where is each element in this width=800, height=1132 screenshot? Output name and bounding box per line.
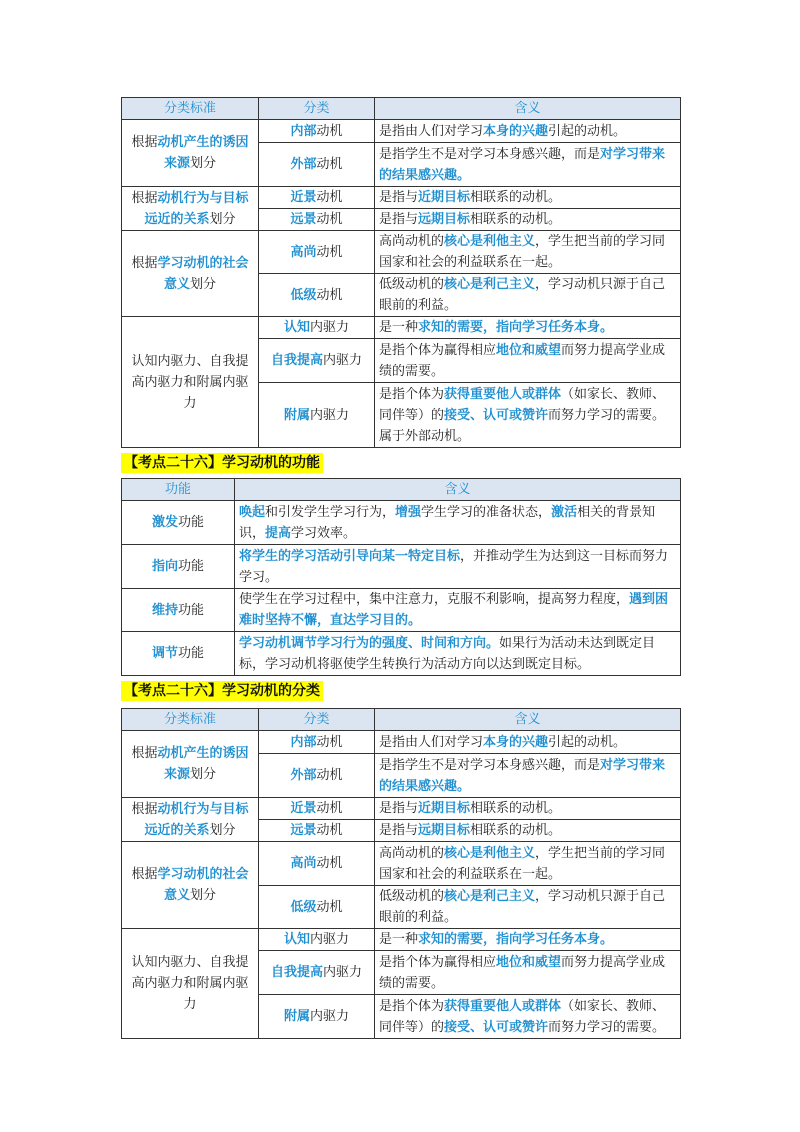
text-segment: 动机 (316, 212, 343, 227)
text-segment: （如家长、教师、同伴等）的 (379, 998, 666, 1035)
highlight-text: 认知 (283, 932, 310, 947)
highlight-text: 内部 (290, 123, 317, 139)
text-segment: 动机 (316, 856, 343, 871)
text-segment: 如果行为活动未达到既定目标，学习动机将驱使学生转换行为活动方向以达到既定目标。 (239, 635, 656, 672)
text-segment: 内驱力 (323, 353, 363, 368)
highlight-text: 远景 (290, 823, 317, 838)
highlight-text: 核心是利己主义 (444, 889, 536, 904)
text-segment: 划分 (190, 888, 217, 903)
highlight-text: 内部 (290, 734, 317, 750)
text-segment: 内驱力 (323, 965, 363, 980)
highlight-text: 附属 (283, 1009, 310, 1024)
meaning-cell (375, 274, 681, 317)
text-segment: ，并推动学生为达到这一目标而努力学习。 (239, 548, 669, 585)
meaning-cell (235, 589, 681, 632)
type-cell (259, 886, 375, 929)
text-segment: 划分 (209, 211, 236, 227)
type-cell (259, 731, 375, 754)
text-segment: 根据 (131, 801, 158, 817)
text-segment: 划分 (190, 156, 217, 171)
text-segment: 动机 (316, 768, 343, 783)
highlight-text: 对学习带来的结果感兴趣。 (379, 146, 666, 183)
text-segment: 根据 (131, 135, 158, 150)
function-cell (122, 545, 235, 589)
text-segment: 是指个体为赢得相应 (379, 342, 497, 358)
highlight-text: 地位和威望 (496, 954, 562, 970)
text-segment: 学习效率。 (291, 525, 357, 541)
meaning-cell (375, 842, 681, 886)
text-segment: 是指与 (379, 190, 419, 205)
text-segment: 而努力提高学业成绩的需要。 (379, 954, 666, 991)
text-segment: 高尚动机的 (379, 234, 445, 249)
text-segment: 是指由人们对学习 (379, 734, 484, 750)
meaning-cell (375, 820, 681, 842)
highlight-text: 学习动机调节学习行为的强度、时间和方向。 (239, 635, 500, 651)
col-header: 含义 (375, 98, 681, 120)
type-cell (259, 231, 375, 274)
text-segment: 相联系的动机。 (470, 212, 562, 227)
highlight-text: 低级 (290, 287, 317, 303)
text-segment: ，学习动机只源于自己眼前的利益。 (379, 889, 666, 925)
highlight-text: 遇到困难时坚持不懈，直达学习目的。 (239, 592, 669, 628)
highlight-text: 维持 (151, 602, 178, 618)
text-segment: 内驱力 (310, 320, 350, 335)
meaning-cell (375, 231, 681, 274)
highlight-text: 指向 (151, 559, 178, 574)
type-cell (259, 383, 375, 448)
highlight-text: 地位和威望 (496, 342, 562, 358)
standard-cell (122, 929, 259, 1039)
text-segment: 而努力提高学业成绩的需要。 (379, 342, 666, 379)
text-segment: ，学习动机只源于自己眼前的利益。 (379, 277, 666, 313)
text-segment: （如家长、教师、同伴等）的 (379, 386, 666, 423)
highlight-text: 接受、认可或赞许 (444, 407, 549, 423)
section-heading-classification: 【考点二十六】学习动机的分类 (121, 681, 323, 701)
highlight-text: 将学生的学习活动引导向某一特定目标 (239, 548, 461, 564)
type-cell (259, 339, 375, 383)
type-cell (259, 929, 375, 951)
col-header: 含义 (375, 709, 681, 731)
highlight-text: 提高 (265, 525, 292, 541)
type-cell (259, 274, 375, 317)
text-segment: 动机 (316, 190, 343, 205)
meaning-cell (375, 995, 681, 1039)
type-cell (259, 820, 375, 842)
text-segment: 相联系的动机。 (470, 801, 562, 816)
text-segment: 是指与 (379, 801, 419, 816)
col-header: 功能 (122, 479, 235, 501)
text-segment: 是指个体为赢得相应 (379, 954, 497, 970)
highlight-text: 认知 (283, 320, 310, 335)
type-cell (259, 143, 375, 187)
text-segment: 是一种 (379, 320, 419, 335)
type-cell (259, 120, 375, 143)
highlight-text: 高尚 (290, 244, 317, 260)
function-cell (122, 589, 235, 632)
type-cell (259, 317, 375, 339)
text-segment: 是指与 (379, 823, 419, 838)
highlight-text: 近景 (290, 801, 317, 816)
highlight-text: 核心是利己主义 (444, 277, 536, 292)
highlight-text: 本身的兴趣 (483, 734, 549, 750)
standard-cell (122, 187, 259, 231)
highlight-text: 获得重要他人或群体 (444, 386, 562, 402)
text-segment: 而努力学习的需要。 (548, 1019, 666, 1035)
highlight-text: 唤起 (239, 504, 266, 520)
meaning-cell (375, 798, 681, 820)
standard-cell (122, 317, 259, 448)
function-cell (122, 632, 235, 676)
text-segment: 根据 (131, 190, 158, 206)
highlight-text: 核心是利他主义 (444, 845, 536, 861)
text-segment: 是一种 (379, 932, 419, 947)
text-segment: 划分 (209, 822, 236, 838)
highlight-text: 动机产生的诱因来源 (157, 135, 249, 171)
section-heading-function: 【考点二十六】学习动机的功能 (121, 453, 323, 473)
col-header: 分类 (259, 98, 375, 120)
text-segment: 划分 (190, 767, 217, 782)
text-segment: 功能 (178, 602, 205, 618)
highlight-text: 求知的需要，指向学习任务本身。 (418, 320, 614, 335)
standard-cell (122, 731, 259, 798)
text-segment: 是指由人们对学习 (379, 123, 484, 139)
text-segment: 根据 (131, 867, 158, 882)
highlight-text: 外部 (290, 768, 317, 783)
highlight-text: 求知的需要，指向学习任务本身。 (418, 932, 614, 947)
type-cell (259, 754, 375, 798)
meaning-cell (375, 339, 681, 383)
text-segment: 引起的动机。 (548, 734, 627, 750)
meaning-cell (375, 383, 681, 448)
text-segment: 相联系的动机。 (470, 190, 562, 205)
meaning-cell (375, 120, 681, 143)
standard-cell (122, 120, 259, 187)
type-cell (259, 951, 375, 995)
highlight-text: 学习动机的社会意义 (157, 255, 249, 292)
text-segment: 内驱力 (310, 1009, 350, 1024)
meaning-cell (375, 951, 681, 995)
highlight-text: 动机产生的诱因来源 (157, 746, 249, 782)
highlight-text: 外部 (290, 157, 317, 172)
text-segment: 是指学生不是对学习本身感兴趣，而是 (379, 146, 601, 162)
col-header: 分类标准 (122, 709, 259, 731)
text-segment: 低级动机的 (379, 889, 445, 904)
text-segment: 内驱力 (310, 407, 350, 423)
meaning-cell (375, 754, 681, 798)
highlight-text: 近期目标 (418, 801, 471, 816)
highlight-text: 远景 (290, 212, 317, 227)
highlight-text: 自我提高 (270, 353, 323, 368)
text-segment: 根据 (131, 746, 158, 761)
text-segment: 内驱力 (310, 932, 350, 947)
text-segment: 动机 (316, 244, 343, 260)
meaning-cell (235, 501, 681, 545)
text-segment: 学生学习的准备状态， (421, 504, 552, 520)
highlight-text: 获得重要他人或群体 (444, 998, 562, 1014)
highlight-text: 近景 (290, 190, 317, 205)
col-header: 分类标准 (122, 98, 259, 120)
text-segment: ，学生把当前的学习同国家和社会的利益联系在一起。 (379, 845, 666, 882)
meaning-cell (235, 632, 681, 676)
highlight-text: 接受、认可或赞许 (444, 1019, 549, 1035)
classification-table-top (121, 97, 681, 448)
text-segment: 而努力学习的需要。属于外部动机。 (379, 407, 666, 444)
type-cell (259, 209, 375, 231)
highlight-text: 远期目标 (418, 212, 471, 227)
text-segment: 动机 (316, 123, 343, 139)
meaning-cell (235, 545, 681, 589)
meaning-cell (375, 929, 681, 951)
text-segment: 动机 (316, 823, 343, 838)
highlight-text: 调节 (151, 646, 178, 661)
text-segment: 划分 (190, 276, 217, 292)
text-segment: 动机 (316, 734, 343, 750)
text-segment: 是指个体为 (379, 386, 445, 402)
highlight-text: 动机行为与目标远近的关系 (144, 190, 249, 227)
text-segment: ，学生把当前的学习同国家和社会的利益联系在一起。 (379, 234, 666, 270)
text-segment: 根据 (131, 255, 158, 271)
highlight-text: 远期目标 (418, 823, 471, 838)
col-header: 含义 (235, 479, 681, 501)
meaning-cell (375, 731, 681, 754)
text-segment: 动机 (316, 801, 343, 816)
classification-table-bottom (121, 708, 681, 1039)
text-segment: 相联系的动机。 (470, 823, 562, 838)
standard-cell (122, 798, 259, 842)
highlight-text: 近期目标 (418, 190, 471, 205)
type-cell (259, 842, 375, 886)
highlight-text: 核心是利他主义 (444, 234, 536, 249)
text-segment: 是指与 (379, 212, 419, 227)
meaning-cell (375, 187, 681, 209)
text-segment: 功能 (178, 515, 205, 530)
function-table (121, 478, 681, 676)
highlight-text: 动机行为与目标远近的关系 (144, 801, 249, 838)
text-segment: 是指学生不是对学习本身感兴趣，而是 (379, 757, 601, 773)
text-segment: 使学生在学习过程中，集中注意力，克服不利影响，提高努力程度， (239, 592, 630, 607)
meaning-cell (375, 886, 681, 929)
text-segment: 动机 (316, 899, 343, 915)
meaning-cell (375, 317, 681, 339)
highlight-text: 对学习带来的结果感兴趣。 (379, 757, 666, 794)
text-segment: 低级动机的 (379, 277, 445, 292)
type-cell (259, 187, 375, 209)
highlight-text: 激发 (151, 515, 178, 530)
highlight-text: 附属 (283, 407, 310, 423)
highlight-text: 低级 (290, 899, 317, 915)
highlight-text: 本身的兴趣 (483, 123, 549, 139)
standard-cell (122, 842, 259, 929)
meaning-cell (375, 143, 681, 187)
text-segment: 高尚动机的 (379, 845, 445, 861)
text-segment: 认知内驱力、自我提高内驱力和附属内驱力 (131, 955, 249, 1012)
text-segment: 引起的动机。 (548, 123, 627, 139)
highlight-text: 增强 (395, 504, 422, 520)
highlight-text: 激活 (551, 504, 578, 520)
highlight-text: 自我提高 (270, 965, 323, 980)
type-cell (259, 798, 375, 820)
highlight-text: 高尚 (290, 856, 317, 871)
text-segment: 功能 (178, 646, 205, 661)
col-header: 分类 (259, 709, 375, 731)
meaning-cell (375, 209, 681, 231)
text-segment: 相关的背景知识， (239, 504, 656, 541)
text-segment: 动机 (316, 157, 343, 172)
text-segment: 认知内驱力、自我提高内驱力和附属内驱力 (131, 353, 249, 411)
function-cell (122, 501, 235, 545)
text-segment: 是指个体为 (379, 998, 445, 1014)
text-segment: 功能 (178, 559, 205, 574)
standard-cell (122, 231, 259, 317)
text-segment: 和引发学生学习行为， (265, 504, 396, 520)
text-segment: 动机 (316, 287, 343, 303)
type-cell (259, 995, 375, 1039)
highlight-text: 学习动机的社会意义 (157, 867, 249, 903)
